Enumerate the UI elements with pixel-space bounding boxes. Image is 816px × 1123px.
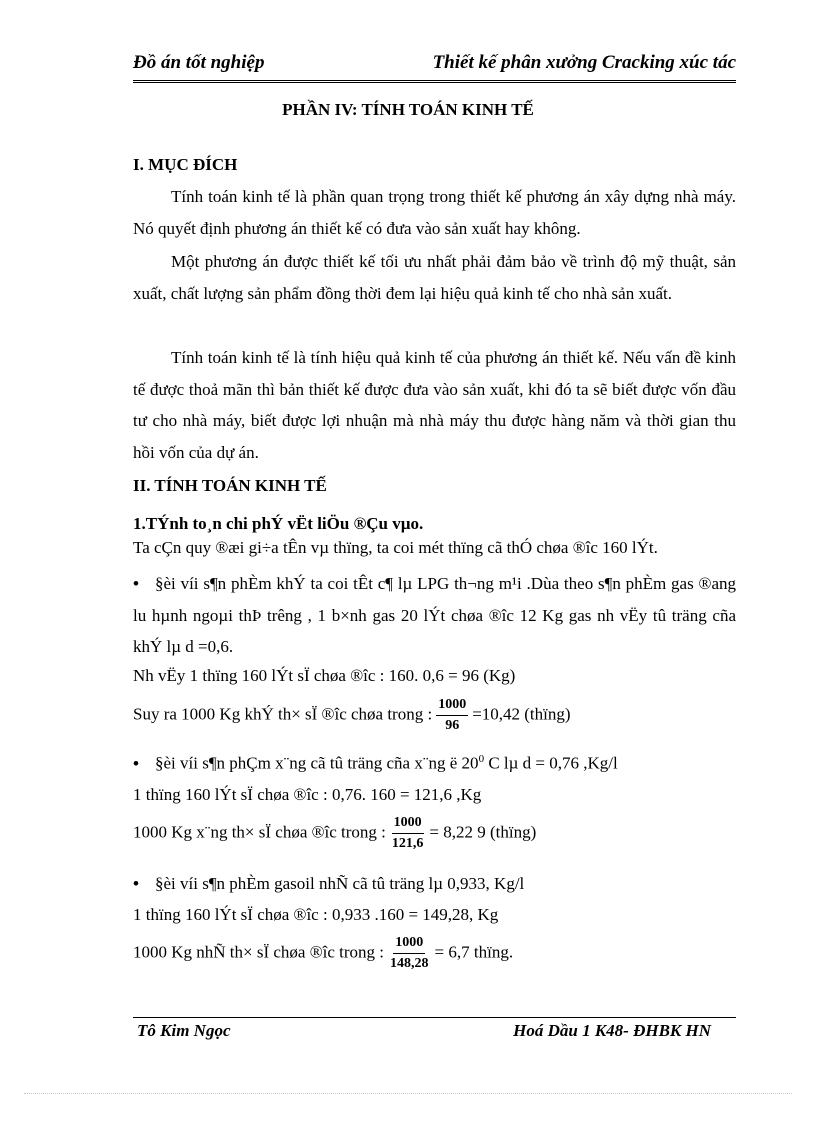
bullet-gasoline: • §èi víi s¶n phÇm x¨ng cã tû träng cña x¨ng ë $20^0$ C lµ d = 0,76 ,Kg/l: [133, 753, 618, 773]
fraction-gasoline: $\frac{1000}{121,6}$: [391, 815, 424, 851]
fraction-gasoil: $\frac{1000}{148,28}$: [390, 935, 429, 971]
header-left: Đồ án tốt nghiệp: [133, 52, 265, 73]
gasoline-barrel-line: 1 thïng 160 lÝt sÏ chøa ®îc : 0,76. 160 = 121,6 ,Kg: [133, 785, 482, 804]
page-header: [133, 52, 736, 80]
bullet-icon: •: [133, 874, 139, 893]
footer-rule: [133, 1017, 736, 1018]
gasoil-barrel-line: 1 thïng 160 lÝt sÏ chøa ®îc : 0,933 .160 = 149,28, Kg: [133, 905, 499, 924]
page-edge-dots: [24, 1093, 792, 1094]
bullet-gasoil: • §èi víi s¶n phÈm gasoil nhÑ cã tû träng lµ 0,933, Kg/l: [133, 874, 525, 893]
footer-class: Hoá Dầu 1 K48- ĐHBK HN: [513, 1021, 711, 1040]
gas-ton-line: Suy ra 1000 Kg khÝ th× sÏ ®îc chøa trong : $\frac{1000}{96}$ =10,42 (thïng): [133, 697, 571, 733]
gasoline-ton-line: 1000 Kg x¨ng th× sÏ chøa ®îc trong : $\frac{1000}{121,6}$ = 8,22 9 (thïng): [133, 815, 537, 851]
page-footer: [133, 1021, 711, 1045]
subsection-1-heading: 1.TÝnh to¸n chi phÝ vËt liÖu ®Çu vµo.: [133, 514, 424, 533]
page-title: PHẦN IV: TÍNH TOÁN KINH TẾ: [282, 100, 534, 119]
bullet-gas: • §èi víi s¶n phÈm khÝ ta coi tÊt c¶ lµ LPG th¬ng m¹i .Dùa theo s¶n phÈm gas ®ang lu hµnh ngoµi thÞ trêng , 1 b×nh gas 20 lÝt chøa ®îc 12 Kg gas nh vËy tû träng cña khÝ lµ d =0,6.: [133, 568, 736, 663]
conversion-line: Ta cÇn quy ®æi gi÷a tÊn vµ thïng, ta coi mét thïng cã thÓ chøa ®îc 160 lÝt.: [133, 538, 658, 557]
paragraph-3: Tính toán kinh tế là tính hiệu quả kinh tế của phương án thiết kế. Nếu vấn đề kinh tế được thoả mãn thì bản thiết kế được đưa vào sản xuất, khi đó ta sẽ biết được vốn đầu tư cho nhà máy, biết được lợi nhuận mà nhà máy thu được hàng năm và thời gian thu hồi vốn của dự án.: [133, 348, 736, 462]
section-1-heading: I. MỤC ĐÍCH: [133, 155, 238, 174]
bullet-icon: •: [133, 574, 139, 593]
bullet-icon: •: [133, 753, 139, 773]
section-2-heading: II. TÍNH TOÁN KINH TẾ: [133, 476, 327, 495]
gas-barrel-line: Nh vËy 1 thïng 160 lÝt sÏ chøa ®îc : 160. 0,6 = 96 (Kg): [133, 666, 516, 685]
fraction-gas: $\frac{1000}{96}$: [438, 697, 467, 733]
paragraph-1: Tính toán kinh tế là phần quan trọng trong thiết kế phương án xây dựng nhà máy. Nó quyết định phương án thiết kế có đưa vào sản xuất hay không.: [133, 187, 736, 238]
gasoil-ton-line: 1000 Kg nhÑ th× sÏ chøa ®îc trong : $\frac{1000}{148,28}$ = 6,7 thïng.: [133, 935, 514, 971]
header-right: Thiết kế phân xưởng Cracking xúc tác: [432, 52, 736, 73]
footer-author: Tô Kim Ngọc: [137, 1021, 231, 1040]
header-rule: [133, 80, 736, 85]
paragraph-2: Một phương án được thiết kế tối ưu nhất phải đảm bảo về trình độ mỹ thuật, sản xuất, chất lượng sản phẩm đồng thời đem lại hiệu quả kinh tế cho nhà sản xuất.: [133, 252, 736, 303]
